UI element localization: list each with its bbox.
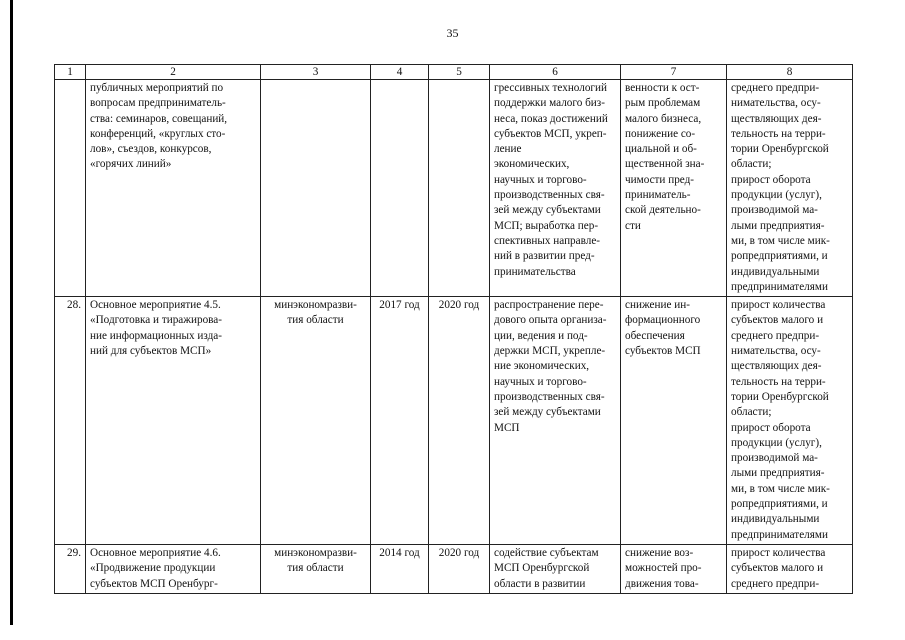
measure-name-line: «Подготовка и тиражирова- <box>90 314 222 327</box>
expected-result-line: поддержки малого биз- <box>494 97 605 110</box>
linked-indicators-line: области; <box>731 406 772 419</box>
executor-cell <box>261 297 371 545</box>
linked-indicators-line: субъектов малого и <box>731 562 824 575</box>
linked-indicators-line: лыми предприятия- <box>731 219 825 232</box>
measure-name-line: субъектов МСП Оренбург- <box>90 577 218 590</box>
expected-result-line: ции, ведения и под- <box>494 329 588 342</box>
expected-result-line: экономических, <box>494 158 570 171</box>
binding-edge <box>10 0 13 625</box>
table-row <box>55 297 853 545</box>
table-row <box>55 544 853 593</box>
executor-line: тия области <box>287 314 344 327</box>
non-fulfilment-consequences-line: малого бизнеса, <box>625 112 702 125</box>
measures-table <box>54 64 853 594</box>
measure-name-line: вопросам предприниматель- <box>90 97 226 110</box>
expected-result-line: содействие субъектам <box>494 546 599 559</box>
linked-indicators-line: ми, в том числе мик- <box>731 234 830 247</box>
non-fulfilment-consequences-line: циальной и об- <box>625 143 697 156</box>
expected-result-line: спективных направле- <box>494 234 601 247</box>
expected-result-line: распространение пере- <box>494 299 604 312</box>
linked-indicators-line: среднего предпри- <box>731 577 820 590</box>
expected-result-line: принимательства <box>494 265 576 278</box>
measure-name-line: ний для субъектов МСП» <box>90 345 212 358</box>
expected-result-cell <box>490 544 621 593</box>
linked-indicators-line: производимой ма- <box>731 204 818 217</box>
expected-result-line: МСП <box>494 421 520 434</box>
measure-name-line: лов», съездов, конкурсов, <box>90 143 212 156</box>
header-cell: 2 <box>86 65 261 80</box>
start-year-cell: 2017 год <box>371 297 429 545</box>
non-fulfilment-consequences-line: сти <box>625 219 641 232</box>
end-year-cell: 2020 год <box>429 544 490 593</box>
linked-indicators-line: ропредприятиями, и <box>731 250 828 263</box>
linked-indicators-line: индивидуальными <box>731 265 820 278</box>
linked-indicators-line: прирост количества <box>731 546 826 559</box>
non-fulfilment-consequences-line: чимости пред- <box>625 173 695 186</box>
non-fulfilment-consequences-line: щественной зна- <box>625 158 705 171</box>
linked-indicators-line: нимательства, осу- <box>731 97 821 110</box>
executor-line: тия области <box>287 562 344 575</box>
header-cell: 5 <box>429 65 490 80</box>
non-fulfilment-consequences-line: приниматель- <box>625 189 691 202</box>
expected-result-line: зей между субъектами <box>494 204 601 217</box>
expected-result-line: ление <box>494 143 522 156</box>
linked-indicators-cell <box>727 544 853 593</box>
linked-indicators-cell <box>727 80 853 297</box>
linked-indicators-line: предпринимателями <box>731 528 828 541</box>
executor-line: минэкономразви- <box>274 546 357 559</box>
expected-result-line: субъектов МСП, укреп- <box>494 127 607 140</box>
measure-name-cell <box>86 80 261 297</box>
row-number-cell: 28. <box>55 297 86 545</box>
linked-indicators-line: ществляющих дея- <box>731 112 822 125</box>
linked-indicators-line: области; <box>731 158 772 171</box>
linked-indicators-line: прирост оборота <box>731 173 811 186</box>
linked-indicators-line: нимательства, осу- <box>731 345 821 358</box>
expected-result-line: производственных свя- <box>494 189 605 202</box>
measure-name-line: Основное мероприятие 4.5. <box>90 299 221 312</box>
linked-indicators-line: субъектов малого и <box>731 314 824 327</box>
non-fulfilment-consequences-line: рым проблемам <box>625 97 701 110</box>
linked-indicators-line: ществляющих дея- <box>731 360 822 373</box>
expected-result-line: научных и торгово- <box>494 375 587 388</box>
linked-indicators-line: ми, в том числе мик- <box>731 482 830 495</box>
executor-cell <box>261 544 371 593</box>
non-fulfilment-consequences-line: ской деятельно- <box>625 204 701 217</box>
expected-result-line: держки МСП, укрепле- <box>494 345 606 358</box>
non-fulfilment-consequences-line: можностей про- <box>625 562 702 575</box>
expected-result-line: производственных свя- <box>494 390 605 403</box>
header-cell: 8 <box>727 65 853 80</box>
end-year-cell: 2020 год <box>429 297 490 545</box>
non-fulfilment-consequences-line: движения това- <box>625 577 699 590</box>
non-fulfilment-consequences-line: субъектов МСП <box>625 345 701 358</box>
end-year-cell <box>429 80 490 297</box>
measure-name-line: «горячих линий» <box>90 158 172 171</box>
header-row <box>55 65 853 80</box>
linked-indicators-line: производимой ма- <box>731 452 818 465</box>
non-fulfilment-consequences-line: обеспечения <box>625 329 685 342</box>
measure-name-line: ние информационных изда- <box>90 329 222 342</box>
measure-name-line: «Продвижение продукции <box>90 562 216 575</box>
measure-name-line: Основное мероприятие 4.6. <box>90 546 221 559</box>
header-cell: 7 <box>621 65 727 80</box>
expected-result-line: МСП Оренбургской <box>494 562 590 575</box>
linked-indicators-line: продукции (услуг), <box>731 436 822 449</box>
measure-name-line: ства: семинаров, совещаний, <box>90 112 228 125</box>
header-cell: 3 <box>261 65 371 80</box>
expected-result-line: грессивных технологий <box>494 82 607 94</box>
expected-result-line: ние экономических, <box>494 360 590 373</box>
non-fulfilment-consequences-line: снижение воз- <box>625 546 694 559</box>
linked-indicators-line: прирост количества <box>731 299 826 312</box>
linked-indicators-line: продукции (услуг), <box>731 189 822 202</box>
expected-result-line: ний в развитии пред- <box>494 250 595 263</box>
linked-indicators-line: тории Оренбургской <box>731 390 829 403</box>
non-fulfilment-consequences-cell <box>621 297 727 545</box>
linked-indicators-line: тории Оренбургской <box>731 143 829 156</box>
expected-result-line: МСП; выработка пер- <box>494 219 599 232</box>
expected-result-line: зей между субъектами <box>494 406 601 419</box>
measure-name-cell <box>86 297 261 545</box>
expected-result-line: научных и торгово- <box>494 173 587 186</box>
measure-name-line: конференций, «круглых сто- <box>90 127 226 140</box>
measure-name-line: публичных мероприятий по <box>90 82 224 94</box>
linked-indicators-line: среднего предпри- <box>731 329 820 342</box>
non-fulfilment-consequences-line: венности к ост- <box>625 82 700 94</box>
expected-result-line: дового опыта организа- <box>494 314 607 327</box>
expected-result-cell <box>490 80 621 297</box>
linked-indicators-line: лыми предприятия- <box>731 467 825 480</box>
non-fulfilment-consequences-line: снижение ин- <box>625 299 690 312</box>
linked-indicators-line: индивидуальными <box>731 513 820 526</box>
expected-result-line: неса, показ достижений <box>494 112 608 125</box>
linked-indicators-line: тельность на терри- <box>731 375 826 388</box>
row-number-cell: 29. <box>55 544 86 593</box>
linked-indicators-line: среднего предпри- <box>731 82 820 94</box>
table-row <box>55 80 853 297</box>
non-fulfilment-consequences-line: понижение со- <box>625 127 696 140</box>
expected-result-line: области в развитии <box>494 577 586 590</box>
header-cell: 4 <box>371 65 429 80</box>
non-fulfilment-consequences-cell <box>621 80 727 297</box>
row-number-cell <box>55 80 86 297</box>
linked-indicators-cell <box>727 297 853 545</box>
linked-indicators-line: ропредприятиями, и <box>731 498 828 511</box>
page-number: 35 <box>446 26 459 40</box>
header-cell: 6 <box>490 65 621 80</box>
linked-indicators-line: тельность на терри- <box>731 127 826 140</box>
non-fulfilment-consequences-cell <box>621 544 727 593</box>
measure-name-cell <box>86 544 261 593</box>
start-year-cell: 2014 год <box>371 544 429 593</box>
header-cell: 1 <box>55 65 86 80</box>
executor-cell <box>261 80 371 297</box>
non-fulfilment-consequences-line: формационного <box>625 314 701 327</box>
executor-line: минэкономразви- <box>274 299 357 312</box>
linked-indicators-line: прирост оборота <box>731 421 811 434</box>
linked-indicators-line: предпринимателями <box>731 280 828 293</box>
expected-result-cell <box>490 297 621 545</box>
start-year-cell <box>371 80 429 297</box>
